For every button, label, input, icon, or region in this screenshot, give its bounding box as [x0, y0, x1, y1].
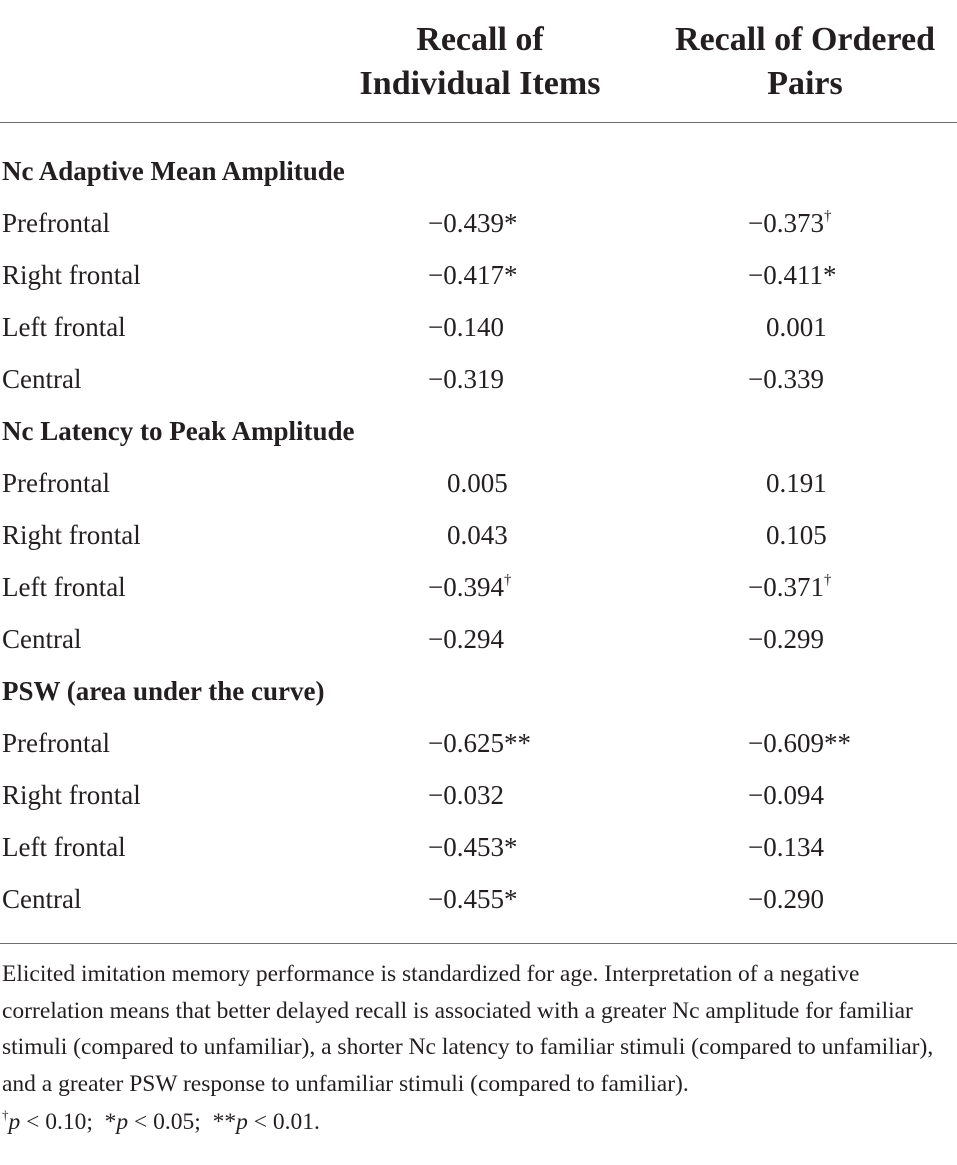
cell-ordered-pairs	[766, 457, 827, 509]
correlation-value: −0.290	[748, 884, 824, 914]
threshold-text: < 0.05;	[128, 1109, 201, 1135]
cell-individual-items	[428, 197, 517, 249]
cell-individual-items	[428, 873, 517, 925]
cell-ordered-pairs	[766, 301, 827, 353]
cell-ordered-pairs	[748, 249, 836, 301]
correlation-value: −0.032	[428, 780, 504, 810]
table-row	[0, 821, 957, 873]
row-label: Left frontal	[2, 572, 126, 602]
correlation-value: −0.373	[748, 208, 824, 238]
cell-ordered-pairs	[748, 353, 824, 405]
table-row	[0, 457, 957, 509]
threshold-text: < 0.10;	[20, 1109, 93, 1135]
p-symbol: p	[116, 1109, 129, 1135]
cell-ordered-pairs	[748, 873, 824, 925]
significance-mark: *	[822, 260, 837, 290]
correlation-value: 0.005	[447, 468, 508, 498]
table-row	[0, 197, 957, 249]
cell-individual-items	[428, 769, 504, 821]
row-label: Left frontal	[2, 832, 126, 862]
cell-ordered-pairs	[748, 821, 824, 873]
correlation-value: −0.371	[748, 572, 824, 602]
row-label: Central	[2, 364, 82, 394]
dagger-mark: †	[2, 1107, 9, 1122]
section-heading: Nc Latency to Peak Amplitude	[2, 416, 355, 446]
correlation-value: −0.453	[428, 832, 504, 862]
asterisk-mark: *	[104, 1109, 117, 1135]
significance-mark: *	[503, 260, 518, 290]
correlation-value: −0.439	[428, 208, 504, 238]
row-label: Right frontal	[2, 520, 141, 550]
table-header	[0, 0, 957, 122]
cell-individual-items	[428, 821, 517, 873]
cell-ordered-pairs	[766, 509, 827, 561]
significance-mark: *	[503, 884, 518, 914]
significance-mark: †	[503, 572, 512, 588]
cell-ordered-pairs	[748, 717, 851, 769]
cell-individual-items	[447, 457, 508, 509]
row-label: Prefrontal	[2, 728, 110, 758]
row-label: Left frontal	[2, 312, 126, 342]
column-header-individual-items	[330, 18, 630, 106]
correlation-value: 0.043	[447, 520, 508, 550]
table-row	[0, 353, 957, 405]
cell-ordered-pairs	[748, 769, 824, 821]
significance-mark: **	[823, 728, 851, 758]
cell-ordered-pairs	[748, 197, 831, 249]
column-header-line: Individual Items	[359, 65, 601, 102]
column-header-ordered-pairs	[650, 18, 957, 106]
correlation-value: 0.105	[766, 520, 827, 550]
correlation-value: −0.140	[428, 312, 504, 342]
correlation-value: −0.319	[428, 364, 504, 394]
table-row	[0, 509, 957, 561]
column-header-line: Recall of	[416, 21, 544, 58]
significance-mark: *	[503, 208, 518, 238]
section-heading: PSW (area under the curve)	[2, 676, 325, 706]
table-note: Elicited imitation memory performance is standardized for age. Interpretation of a negative correlation means that better delayed recall is associated with a greater Nc amplitude for familiar stimuli (compared to unfamiliar), a shorter Nc latency to familiar stimuli (compared to unfamiliar), and a greater PSW response to unfamiliar stimuli (compared to familiar).	[2, 961, 934, 1097]
double-asterisk-mark: **	[212, 1109, 237, 1135]
table-row	[0, 717, 957, 769]
row-label: Right frontal	[2, 260, 141, 290]
cell-individual-items	[428, 353, 504, 405]
correlation-value: −0.094	[748, 780, 824, 810]
correlation-value: 0.191	[766, 468, 827, 498]
section-heading: Nc Adaptive Mean Amplitude	[2, 156, 345, 186]
correlation-value: −0.455	[428, 884, 504, 914]
correlation-value: −0.299	[748, 624, 824, 654]
table-row	[0, 561, 957, 613]
p-symbol: p	[236, 1109, 248, 1135]
significance-footnote	[0, 1102, 957, 1140]
column-header-line: Recall of Ordered	[675, 21, 935, 58]
correlation-value: −0.134	[748, 832, 824, 862]
significance-mark: †	[823, 572, 832, 588]
table-body	[0, 145, 957, 925]
cell-individual-items	[428, 249, 517, 301]
correlation-value: −0.609	[748, 728, 824, 758]
significance-mark: *	[503, 832, 518, 862]
cell-individual-items	[428, 717, 531, 769]
row-label: Right frontal	[2, 780, 141, 810]
cell-ordered-pairs	[748, 561, 831, 613]
significance-mark: **	[503, 728, 531, 758]
column-header-line: Pairs	[767, 65, 843, 102]
threshold-text: < 0.01.	[247, 1109, 320, 1135]
correlation-value: −0.294	[428, 624, 504, 654]
cell-individual-items	[428, 613, 504, 665]
cell-individual-items	[447, 509, 508, 561]
table-row	[0, 613, 957, 665]
correlation-value: −0.394	[428, 572, 504, 602]
row-label: Central	[2, 624, 82, 654]
table-row	[0, 873, 957, 925]
row-label: Prefrontal	[2, 208, 110, 238]
significance-mark: †	[823, 208, 832, 224]
table-row	[0, 769, 957, 821]
correlation-value: 0.001	[766, 312, 827, 342]
table-row	[0, 301, 957, 353]
cell-individual-items	[428, 561, 511, 613]
row-label: Central	[2, 884, 82, 914]
correlation-value: −0.417	[428, 260, 504, 290]
cell-ordered-pairs	[748, 613, 824, 665]
correlation-value: −0.625	[428, 728, 504, 758]
row-label: Prefrontal	[2, 468, 110, 498]
p-symbol: p	[8, 1109, 21, 1135]
correlation-value: −0.339	[748, 364, 824, 394]
cell-individual-items	[428, 301, 504, 353]
table-row	[0, 249, 957, 301]
correlation-value: −0.411	[748, 260, 823, 290]
